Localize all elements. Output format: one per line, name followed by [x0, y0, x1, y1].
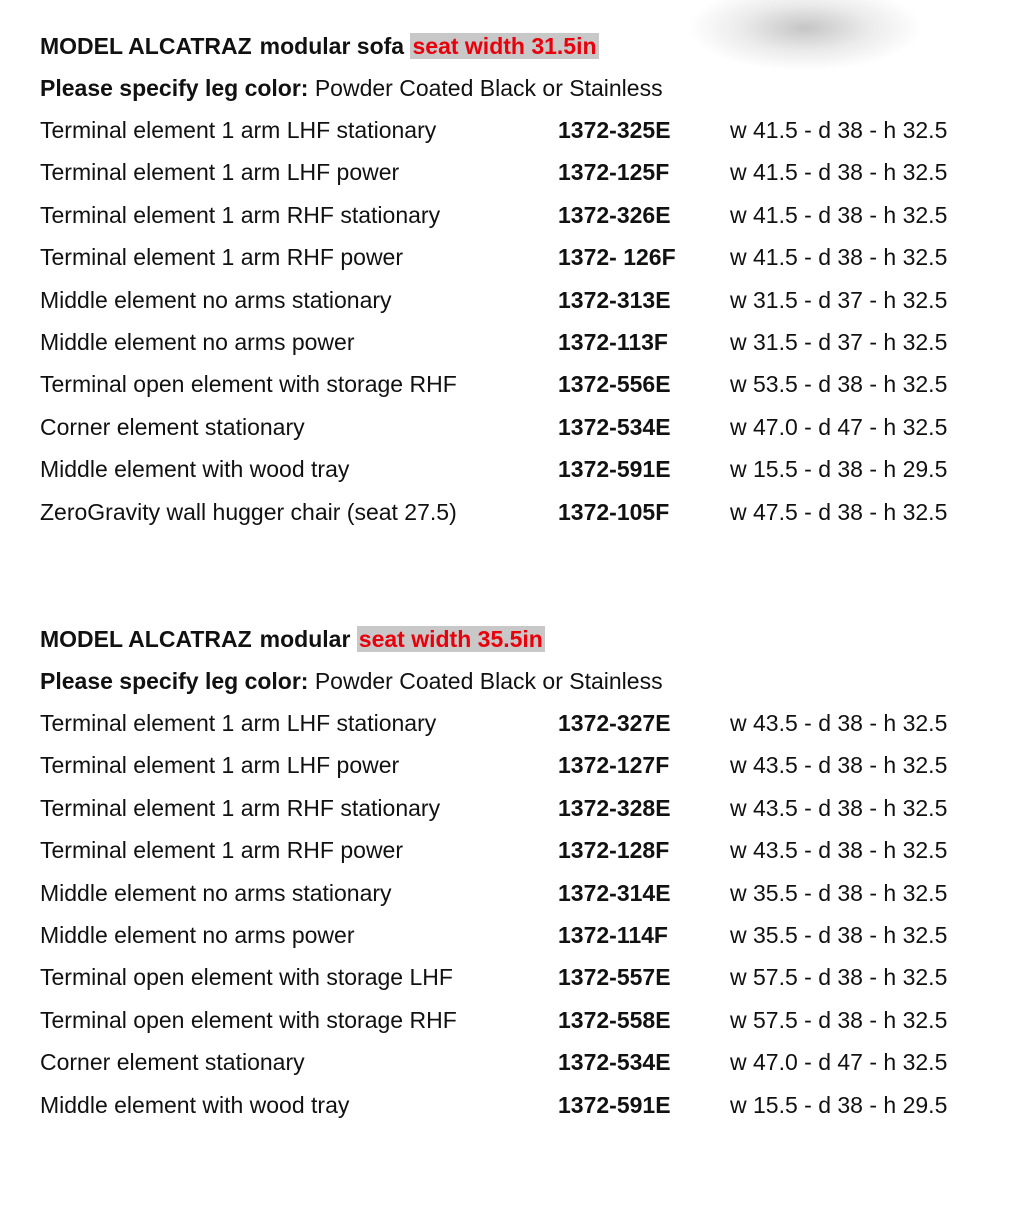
item-description: Terminal element 1 arm RHF power	[40, 837, 404, 864]
section-title	[40, 624, 1000, 666]
item-description: Middle element no arms stationary	[40, 879, 392, 906]
item-dimensions: w 43.5 - d 38 - h 32.5	[730, 794, 948, 821]
item-code: 1372-534E	[558, 1049, 671, 1076]
item-code: 1372-105F	[558, 498, 670, 525]
item-dimensions: w 53.5 - d 38 - h 32.5	[730, 371, 948, 398]
item-row	[40, 878, 1000, 920]
item-code: 1372-557E	[558, 964, 671, 991]
item-code: 1372-328E	[558, 794, 671, 821]
item-dimensions: w 43.5 - d 38 - h 32.5	[730, 837, 948, 864]
item-dimensions: w 47.0 - d 47 - h 32.5	[730, 1049, 948, 1076]
item-description: Corner element stationary	[40, 413, 305, 440]
item-row	[40, 454, 1000, 496]
item-dimensions: w 41.5 - d 38 - h 32.5	[730, 244, 948, 271]
item-description: Terminal element 1 arm RHF power	[40, 244, 404, 271]
leg-color-note	[40, 666, 1000, 708]
item-row	[40, 369, 1000, 411]
item-code: 1372-591E	[558, 1091, 671, 1118]
section-title	[40, 31, 1000, 73]
item-row	[40, 750, 1000, 792]
item-description: Terminal element 1 arm RHF stationary	[40, 794, 441, 821]
item-code: 1372-113F	[558, 328, 668, 355]
item-description: Terminal open element with storage LHF	[40, 964, 453, 991]
seat-width-highlight: seat width 31.5in	[412, 33, 597, 59]
leg-color-options: Powder Coated Black or Stainless	[308, 668, 663, 694]
model-label: MODEL ALCATRAZ	[40, 33, 252, 59]
item-row	[40, 1090, 1000, 1132]
item-description: ZeroGravity wall hugger chair (seat 27.5)	[40, 498, 457, 525]
item-description: Middle element with wood tray	[40, 456, 350, 483]
item-description: Corner element stationary	[40, 1049, 305, 1076]
item-dimensions: w 35.5 - d 38 - h 32.5	[730, 879, 948, 906]
item-code: 1372-128F	[558, 837, 670, 864]
item-dimensions: w 57.5 - d 38 - h 32.5	[730, 964, 948, 991]
leg-color-label: Please specify leg color:	[40, 75, 309, 101]
item-code: 1372-313E	[558, 286, 671, 313]
item-description: Terminal element 1 arm RHF stationary	[40, 201, 441, 228]
item-row	[40, 157, 1000, 199]
item-description: Terminal element 1 arm LHF power	[40, 159, 400, 186]
item-dimensions: w 31.5 - d 37 - h 32.5	[730, 286, 948, 313]
item-code: 1372-325E	[558, 117, 671, 143]
item-dimensions: w 43.5 - d 38 - h 32.5	[730, 710, 948, 736]
item-dimensions: w 15.5 - d 38 - h 29.5	[730, 456, 948, 483]
item-list	[40, 708, 1000, 1132]
item-description: Middle element with wood tray	[40, 1091, 350, 1118]
item-row	[40, 412, 1000, 454]
item-dimensions: w 47.0 - d 47 - h 32.5	[730, 413, 948, 440]
item-dimensions: w 47.5 - d 38 - h 32.5	[730, 498, 948, 525]
item-dimensions: w 43.5 - d 38 - h 32.5	[730, 752, 948, 779]
item-description: Terminal open element with storage RHF	[40, 371, 457, 398]
item-row	[40, 835, 1000, 877]
item-row	[40, 115, 1000, 157]
item-row	[40, 200, 1000, 242]
item-dimensions: w 41.5 - d 38 - h 32.5	[730, 117, 948, 143]
item-code: 1372-326E	[558, 201, 671, 228]
model-section-35-5	[40, 624, 1000, 1132]
item-row	[40, 497, 1000, 539]
item-row	[40, 920, 1000, 962]
item-code: 1372-327E	[558, 710, 671, 736]
item-description: Middle element no arms stationary	[40, 286, 392, 313]
model-label: MODEL ALCATRAZ	[40, 626, 252, 652]
item-code: 1372-556E	[558, 371, 671, 398]
item-code: 1372-534E	[558, 413, 671, 440]
item-list	[40, 115, 1000, 539]
item-description: Middle element no arms power	[40, 921, 355, 948]
item-code: 1372-591E	[558, 456, 671, 483]
item-code: 1372-125F	[558, 159, 670, 186]
model-section-31-5	[40, 31, 1000, 539]
item-dimensions: w 15.5 - d 38 - h 29.5	[730, 1091, 948, 1118]
seat-width-highlight: seat width 35.5in	[358, 626, 543, 652]
item-description: Terminal element 1 arm LHF stationary	[40, 117, 437, 143]
leg-color-options: Powder Coated Black or Stainless	[308, 75, 663, 101]
item-code: 1372- 126F	[558, 244, 676, 271]
modular-label: modular sofa	[259, 33, 405, 59]
item-code: 1372-314E	[558, 879, 671, 906]
item-description: Terminal element 1 arm LHF power	[40, 752, 400, 779]
item-row	[40, 1047, 1000, 1089]
item-row	[40, 708, 1000, 750]
item-code: 1372-127F	[558, 752, 670, 779]
leg-color-note	[40, 73, 1000, 115]
item-dimensions: w 57.5 - d 38 - h 32.5	[730, 1006, 948, 1033]
item-dimensions: w 31.5 - d 37 - h 32.5	[730, 328, 948, 355]
item-code: 1372-558E	[558, 1006, 671, 1033]
modular-label: modular	[259, 626, 351, 652]
item-dimensions: w 35.5 - d 38 - h 32.5	[730, 921, 948, 948]
item-row	[40, 242, 1000, 284]
item-dimensions: w 41.5 - d 38 - h 32.5	[730, 159, 948, 186]
item-dimensions: w 41.5 - d 38 - h 32.5	[730, 201, 948, 228]
item-row	[40, 1005, 1000, 1047]
item-row	[40, 285, 1000, 327]
item-description: Terminal open element with storage RHF	[40, 1006, 457, 1033]
leg-color-label: Please specify leg color:	[40, 668, 309, 694]
item-row	[40, 962, 1000, 1004]
item-row	[40, 327, 1000, 369]
item-code: 1372-114F	[558, 921, 668, 948]
item-row	[40, 793, 1000, 835]
item-description: Terminal element 1 arm LHF stationary	[40, 710, 437, 736]
item-description: Middle element no arms power	[40, 328, 355, 355]
